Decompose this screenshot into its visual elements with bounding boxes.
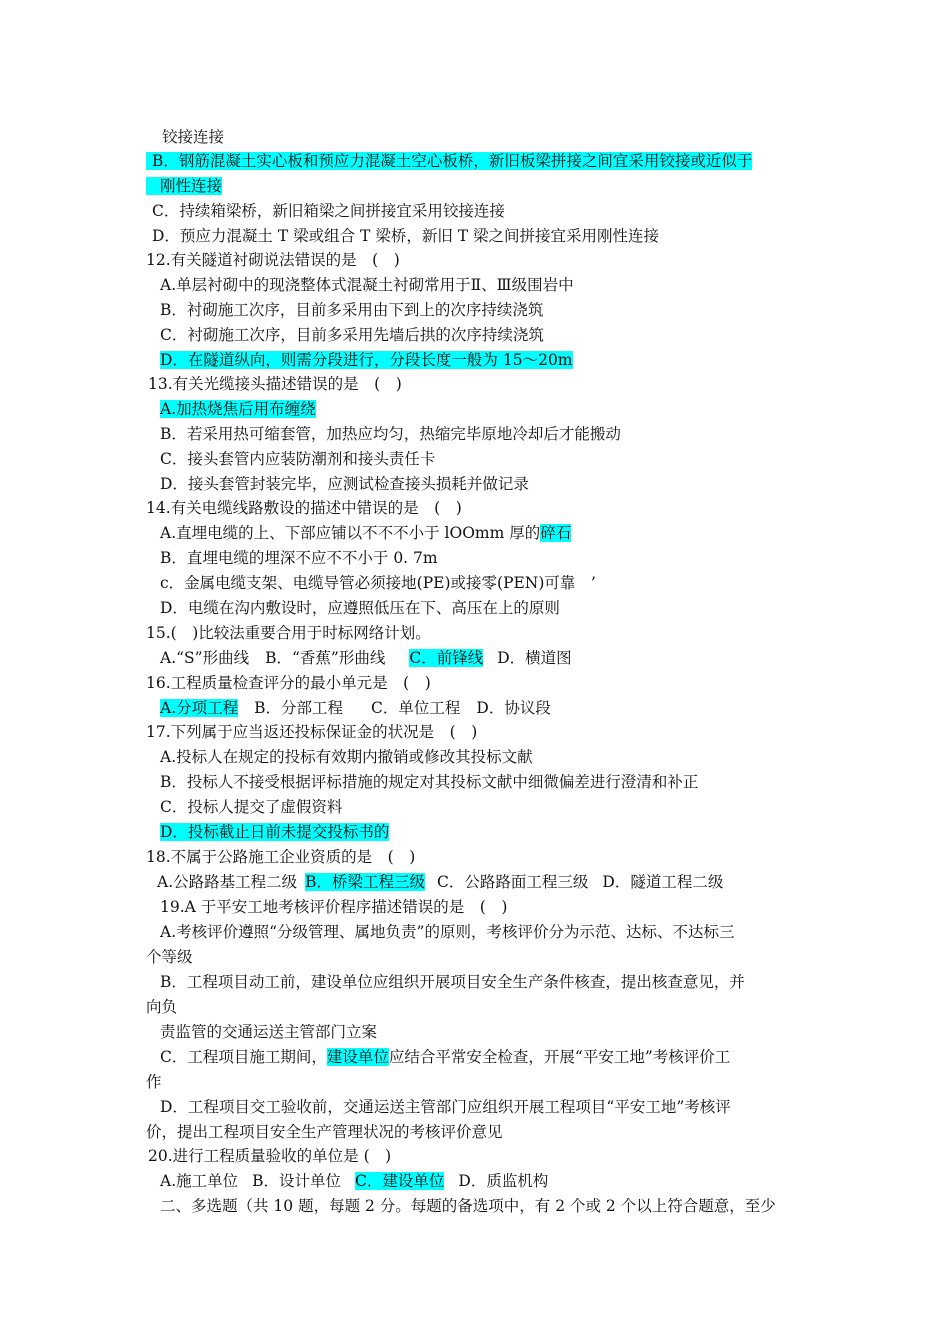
highlight: D．在隧道纵向，则需分段进行，分段长度一般为 15～20m [160,351,573,369]
q15-options [160,647,572,669]
q13-stem: 13.有关光缆接头描述错误的是 ( ) [148,375,402,393]
q14-stem: 14.有关电缆线路敷设的描述中错误的是 ( ) [146,499,462,517]
highlight: C．建设单位 [355,1172,445,1190]
q12-option-c: C．衬砌施工次序，目前多采用先墙后拱的次序持续浇筑 [160,326,544,344]
highlight: 碎石 [540,524,572,542]
q19-option-c-line1 [160,1046,730,1068]
q16-options [160,697,551,719]
highlight: 建设单位 [326,1048,389,1066]
q14-option-c: c．金属电缆支架、电缆导管必须接地(PE)或接零(PEN)可靠 ’ [160,574,596,592]
q14-option-a-text: A.直埋电缆的上、下部应铺以不不不小于 lOOmm 厚的 [160,524,541,542]
highlight: D．投标截止日前未提交投标书的 [160,823,390,841]
q20-option-b: B．设计单位 [252,1172,342,1190]
highlight: C．前锋线 [409,649,484,667]
q11-option-a-continuation: 铰接连接 [162,128,225,146]
q13-option-c: C．接头套管内应装防潮剂和接头责任卡 [160,450,436,468]
q13-option-d: D．接头套管封装完毕，应测试检查接头损耗并做记录 [160,475,529,493]
q12-option-a: A.单层衬砌中的现浇整体式混凝土衬砌常用于Ⅱ、Ⅲ级围岩中 [160,276,574,294]
section-2-heading: 二、多选题（共 10 题，每题 2 分。每题的备选项中，有 2 个或 2 个以上符合题意，至少 [160,1197,776,1215]
q15-option-a: A.“S”形曲线 [160,649,250,667]
q17-option-a: A.投标人在规定的投标有效期内撤销或修改其投标文献 [160,748,533,766]
q19-option-c-line2: 作 [146,1073,162,1091]
q16-option-c: C．单位工程 [371,699,461,717]
q15-stem: 15.( )比较法重要合用于时标网络计划。 [146,624,431,642]
q17-option-b: B．投标人不接受根据评标措施的规定对其投标文献中细微偏差进行澄清和补正 [160,773,699,791]
q19-option-c-text-end: 应结合平常安全检查，开展“平安工地”考核评价工 [388,1048,731,1066]
q16-option-d: D．协议段 [476,699,551,717]
q14-option-d: D．电缆在沟内敷设时，应遵照低压在下、高压在上的原则 [160,599,560,617]
q12-option-b: B．衬砌施工次序，目前多采用由下到上的次序持续浇筑 [160,301,544,319]
q18-stem: 18.不属于公路施工企业资质的是 ( ) [146,848,416,866]
q18-option-d: D．隧道工程二级 [602,873,724,891]
q18-options [157,871,723,893]
q18-option-c: C．公路路面工程三级 [437,873,589,891]
q11-option-b-line1 [146,150,752,172]
q20-options [160,1170,548,1192]
q20-stem: 20.进行工程质量验收的单位是 ( ) [148,1147,392,1165]
highlight: A.加热烧焦后用布缠绕 [160,400,316,418]
highlight: B．钢筋混凝土实心板和预应力混凝土空心板桥，新旧板梁拼接之间宜采用铰接或近似于 [146,152,752,170]
q17-option-c: C．投标人提交了虚假资料 [160,798,343,816]
highlight: A.分项工程 [160,699,239,717]
q12-option-d [160,349,573,371]
q11-option-d: D．预应力混凝土 T 梁或组合 T 梁桥，新旧 T 梁之间拼接宜采用刚性连接 [152,227,660,245]
q19-option-a-line2: 个等级 [146,948,193,966]
q16-option-b: B．分部工程 [254,699,344,717]
highlight: 刚性连接 [146,177,222,195]
q20-option-d: D．质监机构 [458,1172,549,1190]
q19-option-d-line1: D．工程项目交工验收前，交通运送主管部门应组织开展工程项目“平安工地”考核评 [160,1098,731,1116]
q13-option-a [160,398,316,420]
q17-option-d [160,821,389,843]
q16-stem: 16.工程质量检查评分的最小单元是 ( ) [146,674,431,692]
highlight: B．桥梁工程三级 [305,873,426,891]
q19-option-c-text: C．工程项目施工期间， [160,1048,327,1066]
q19-option-d-line2: 价，提出工程项目安全生产管理状况的考核评价意见 [146,1123,503,1141]
q12-stem: 12.有关隧道衬砌说法错误的是 ( ) [146,251,400,269]
q15-option-d: D．横道图 [497,649,572,667]
q17-stem: 17.下列属于应当返还投标保证金的状况是 ( ) [146,723,478,741]
q14-option-a [160,522,571,544]
q13-option-b: B．若采用热可缩套管，加热应均匀，热缩完毕原地冷却后才能搬动 [160,425,621,443]
q14-option-b: B．直埋电缆的埋深不应不不小于 0. 7m [160,549,438,567]
q19-option-b-line2: 向负 [146,998,178,1016]
q20-option-a: A.施工单位 [160,1172,239,1190]
q19-option-a-line1: A.考核评价遵照“分级管理、属地负责”的原则，考核评价分为示范、达标、不达标三 [160,923,735,941]
q19-option-b-line1: B．工程项目动工前，建设单位应组织开展项目安全生产条件核查，提出核查意见，并 [160,973,745,991]
q19-stem: 19.A 于平安工地考核评价程序描述错误的是 ( ) [160,898,508,916]
q18-option-a: A.公路路基工程二级 [157,873,298,891]
q11-option-c: C．持续箱梁桥，新旧箱梁之间拼接宜采用铰接连接 [152,202,505,220]
q15-option-b: B．“香蕉”形曲线 [265,649,386,667]
q19-option-b-line3: 责监管的交通运送主管部门立案 [160,1023,378,1041]
q11-option-b-line2 [146,175,222,197]
